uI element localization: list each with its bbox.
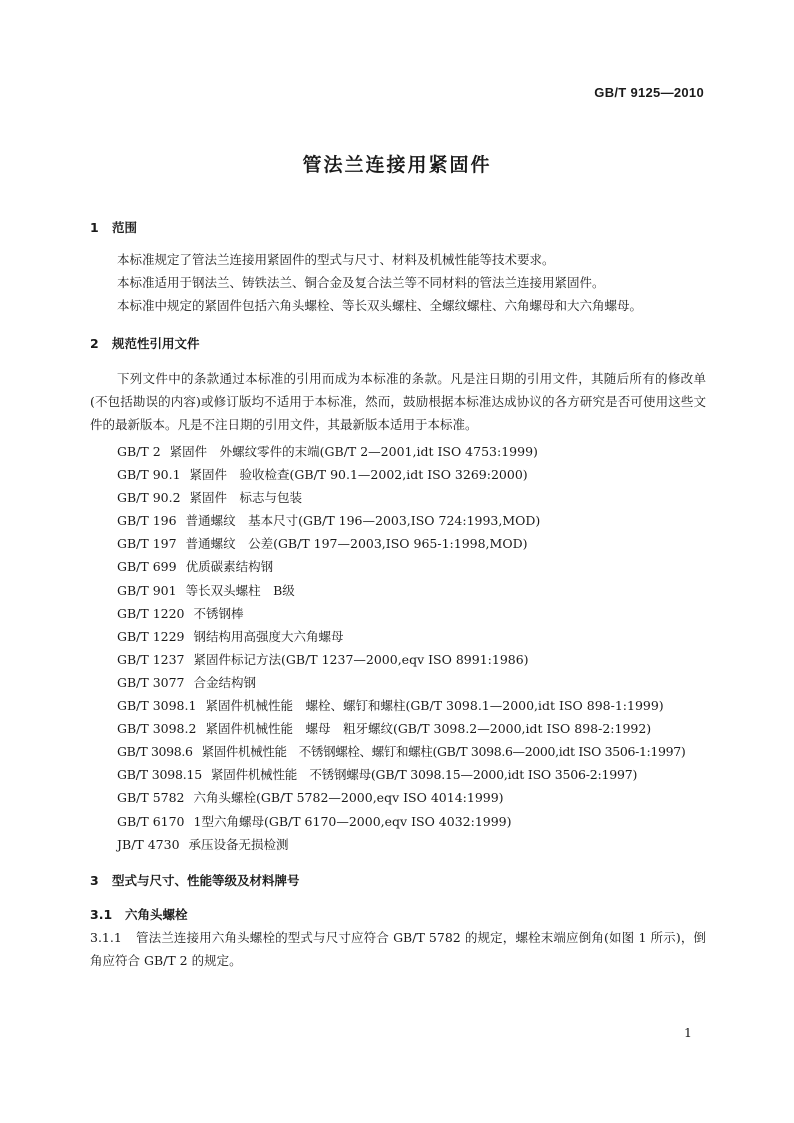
section-title: 六角头螺栓: [125, 907, 188, 922]
reference-item: [117, 786, 685, 809]
reference-title: 紧固件机械性能 螺栓、螺钉和螺柱(GB/T 3098.1—2000,idt ISO 898-1:1999): [205, 698, 664, 714]
reference-code: GB/T 1229: [117, 628, 185, 644]
reference-title: 紧固件标记方法(GB/T 1237—2000,eqv ISO 8991:1986): [193, 651, 529, 667]
reference-code: GB/T 3098.15: [117, 767, 202, 783]
reference-title: 优质碳素结构钢: [185, 559, 274, 575]
reference-code: GB/T 3098.6: [117, 744, 193, 760]
reference-item: [117, 763, 685, 786]
standard-number: GB/T 9125—2010: [594, 85, 704, 100]
reference-title: 紧固件 验收检查(GB/T 90.1—2002,idt ISO 3269:2000): [189, 467, 528, 483]
scope-paragraph: 本标准规定了管法兰连接用紧固件的型式与尺寸、材料及机械性能等技术要求。: [117, 252, 555, 267]
reference-code: GB/T 3098.1: [117, 698, 197, 714]
reference-item: [117, 648, 685, 671]
section-number: 1: [90, 220, 99, 235]
clause-number: 3.1.1: [90, 930, 122, 945]
reference-item: [117, 486, 685, 509]
reference-title: 1型六角螺母(GB/T 6170—2000,eqv ISO 4032:1999): [193, 813, 512, 829]
section-number: 3: [90, 873, 99, 888]
reference-title: 紧固件机械性能 不锈钢螺母(GB/T 3098.15—2000,idt ISO 3506-2:1997): [210, 767, 638, 783]
reference-item: [117, 740, 685, 763]
section-number: 2: [90, 336, 99, 351]
section-number: 3.1: [90, 907, 113, 922]
reference-item: [117, 602, 685, 625]
reference-code: GB/T 901: [117, 582, 177, 598]
clause-3-1-1: [90, 926, 706, 972]
page-number: 1: [684, 1025, 692, 1040]
reference-item: [117, 440, 685, 463]
reference-code: GB/T 5782: [117, 790, 185, 806]
reference-code: GB/T 196: [117, 513, 177, 529]
reference-item: [117, 555, 685, 578]
reference-code: GB/T 3098.2: [117, 721, 197, 737]
reference-item: [117, 717, 685, 740]
section-title: 范围: [112, 220, 138, 235]
document-title: 管法兰连接用紧固件: [302, 154, 492, 176]
reference-title: 紧固件 标志与包装: [189, 490, 303, 506]
reference-title: 钢结构用高强度大六角螺母: [193, 628, 344, 644]
reference-item: [117, 463, 685, 486]
reference-title: 紧固件机械性能 不锈钢螺栓、螺钉和螺柱(GB/T 3098.6—2000,idt ISO 3506-1:1997): [201, 744, 686, 760]
reference-title: 普通螺纹 基本尺寸(GB/T 196—2003,ISO 724:1993,MOD): [185, 513, 541, 529]
reference-item: [117, 579, 685, 602]
reference-code: GB/T 1237: [117, 651, 185, 667]
scope-paragraph: 本标准适用于钢法兰、铸铁法兰、铜合金及复合法兰等不同材料的管法兰连接用紧固件。: [117, 275, 605, 290]
section-3-heading: [90, 872, 300, 890]
reference-item: [117, 694, 685, 717]
reference-title: 紧固件 外螺纹零件的末端(GB/T 2—2001,idt ISO 4753:1999): [169, 444, 538, 459]
reference-item: [117, 625, 685, 648]
reference-code: GB/T 1220: [117, 605, 185, 621]
subsection-3-1-heading: [90, 906, 188, 924]
reference-item: [117, 833, 685, 856]
reference-code: GB/T 90.2: [117, 490, 181, 506]
reference-title: 等长双头螺柱 B级: [185, 582, 295, 598]
reference-title: 六角头螺栓(GB/T 5782—2000,eqv ISO 4014:1999): [193, 790, 504, 806]
reference-code: GB/T 6170: [117, 813, 185, 829]
reference-title: 合金结构钢: [193, 674, 257, 690]
clause-text: 管法兰连接用六角头螺栓的型式与尺寸应符合 GB/T 5782 的规定，螺栓末端应倒角(如图 1 所示)，倒角应符合 GB/T 2 的规定。: [90, 930, 706, 968]
section-title: 规范性引用文件: [112, 336, 200, 351]
reference-item: [117, 810, 685, 833]
reference-item: [117, 509, 685, 532]
reference-title: 紧固件机械性能 螺母 粗牙螺纹(GB/T 3098.2—2000,idt ISO 898-2:1992): [205, 721, 652, 737]
reference-code: GB/T 90.1: [117, 467, 181, 483]
references-intro: 下列文件中的条款通过本标准的引用而成为本标准的条款。凡是注日期的引用文件，其随后所有的修改单(不包括勘误的内容)或修订版均不适用于本标准，然而，鼓励根据本标准达成协议的各方研究是否可使用这些文件的最新版本。凡是不注日期的引用文件，其最新版本适用于本标准。: [90, 371, 706, 432]
reference-title: 承压设备无损检测: [188, 836, 289, 852]
section-title: 型式与尺寸、性能等级及材料牌号: [112, 873, 300, 888]
section-2-heading: [90, 335, 200, 353]
reference-title: 普通螺纹 公差(GB/T 197—2003,ISO 965-1:1998,MOD): [185, 536, 528, 552]
reference-title: 不锈钢棒: [193, 605, 244, 621]
reference-code: GB/T 2: [117, 444, 161, 459]
reference-code: GB/T 197: [117, 536, 177, 552]
reference-code: JB/T 4730: [117, 836, 180, 852]
reference-item: [117, 532, 685, 555]
scope-paragraph: 本标准中规定的紧固件包括六角头螺栓、等长双头螺柱、全螺纹螺柱、六角螺母和大六角螺母。: [117, 298, 643, 313]
section-1-heading: [90, 219, 137, 237]
reference-item: [117, 671, 685, 694]
reference-code: GB/T 699: [117, 559, 177, 575]
references-list: [117, 440, 685, 856]
reference-code: GB/T 3077: [117, 674, 185, 690]
